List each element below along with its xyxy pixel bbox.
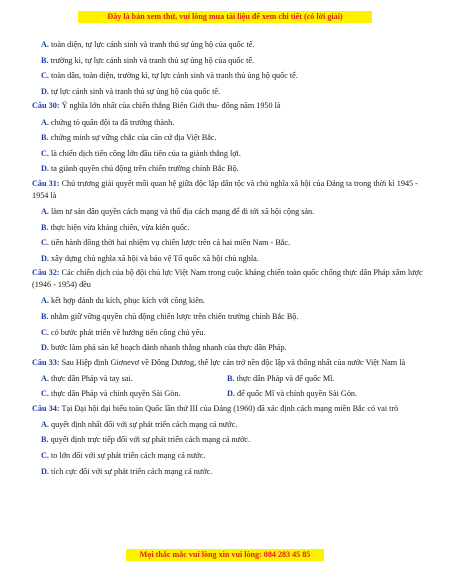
question-33: Câu 33: Sau Hiệp định Giơnevơ về Đông Dương, thế lực cản trở nền độc lập và thống nhất của nước Việt Nam là [32,357,406,367]
preview-banner-text: Đây là bản xem thử, vui lòng mua tài liệu để xem chi tiết (có lời giải) [107,12,343,21]
answer-option: B. trường kì, tự lực cánh sinh và tranh thủ sự ủng hộ của quốc tế. [41,55,255,65]
contact-footer-text: Mọi thắc mắc vui lòng xin vui lòng: 084 283 45 85 [139,550,311,559]
answer-option: C. tiến hành đồng thời hai nhiệm vụ chiến lược trên cả hai miền Nam - Bắc. [41,238,291,248]
answer-option: C. thực dân Pháp và chính quyền Sài Gòn. [41,389,181,399]
answer-option: C. to lớn đối với sự phát triển cách mạng cả nước. [41,451,206,461]
answer-option: B. chứng minh sự vững chắc của căn cứ địa Việt Bắc. [41,133,217,143]
answer-option: B. nhằm giữ vững quyền chủ động chiến lược trên chiến trường chính Bắc Bộ. [41,311,299,321]
answer-option: C. toàn dân, toàn diện, trường kì, tự lực cánh sinh và tranh thủ ủng hộ quốc tế. [41,71,298,81]
answer-option: B. quyết định trực tiếp đối với sự phát triển cách mạng cả nước. [41,435,251,445]
answer-option: A. toàn diện, tự lực cánh sinh và tranh thủ sự ủng hộ của quốc tế. [41,40,255,49]
question-30: Câu 30: Ý nghĩa lớn nhất của chiến thắng Biên Giới thu- đông năm 1950 là [32,101,281,111]
answer-option: A. chứng tỏ quân đội ta đã trưởng thành. [41,117,175,127]
answer-option: D. xây dựng chủ nghĩa xã hội và bảo vệ Tổ quốc xã hội chủ nghĩa. [41,253,259,263]
question-32: Câu 32: Các chiến dịch của bộ đội chủ lực Việt Nam trong cuộc kháng chiến toàn quốc chống thực dân Pháp xâm lược (1946 - 1954) đều [32,268,423,290]
question-34: Câu 34: Tại Đại hội đại biểu toàn Quốc lần thứ III của Đảng (1960) đã xác định cách mạng miền Bắc có vai trò [32,403,399,413]
answer-option: A. kết hợp đánh du kích, phục kích với công kiên. [41,296,205,306]
answer-option: A. thực dân Pháp và tay sai. [41,373,133,383]
answer-grid [41,372,432,403]
answer-option: A. làm tư sản dân quyền cách mạng và thổ địa cách mạng để đi tới xã hội cộng sản. [41,206,315,216]
preview-banner [78,11,372,23]
answer-option: B. thực dân Pháp và đế quốc Mĩ. [227,373,335,383]
answer-option: C. là chiến dịch tiến công lớn đầu tiên của ta giành thắng lợi. [41,148,241,158]
answer-option: B. thực hiện vừa kháng chiến, vừa kiến quốc. [41,222,190,232]
question-31: Câu 31: Chủ trương giải quyết mối quan hệ giữa độc lập dân tộc và chủ nghĩa xã hội của Đảng ta trong thời kì 1945 - 1954 là [32,178,418,200]
answer-option: D. bước làm phá sản kế hoạch đánh nhanh thắng nhanh của thực dân Pháp. [41,343,287,353]
document-content [32,38,432,480]
answer-option: A. quyết định nhất đối với sự phát triển cách mạng cả nước. [41,419,238,429]
contact-footer [126,549,324,561]
answer-option: C. có bước phát triển về hướng tiến công chủ yếu. [41,327,206,337]
answer-option: D. tích cực đối với sự phát triển cách mạng cả nước. [41,466,213,476]
answer-option: D. đế quốc Mĩ và chính quyền Sài Gòn. [227,389,358,399]
answer-option: D. ta giành quyền chủ động trên chiến trường chính Bắc Bộ. [41,164,239,174]
answer-option: D. tự lực cánh sinh và tranh thủ sự ủng hộ của quốc tế. [41,86,221,96]
